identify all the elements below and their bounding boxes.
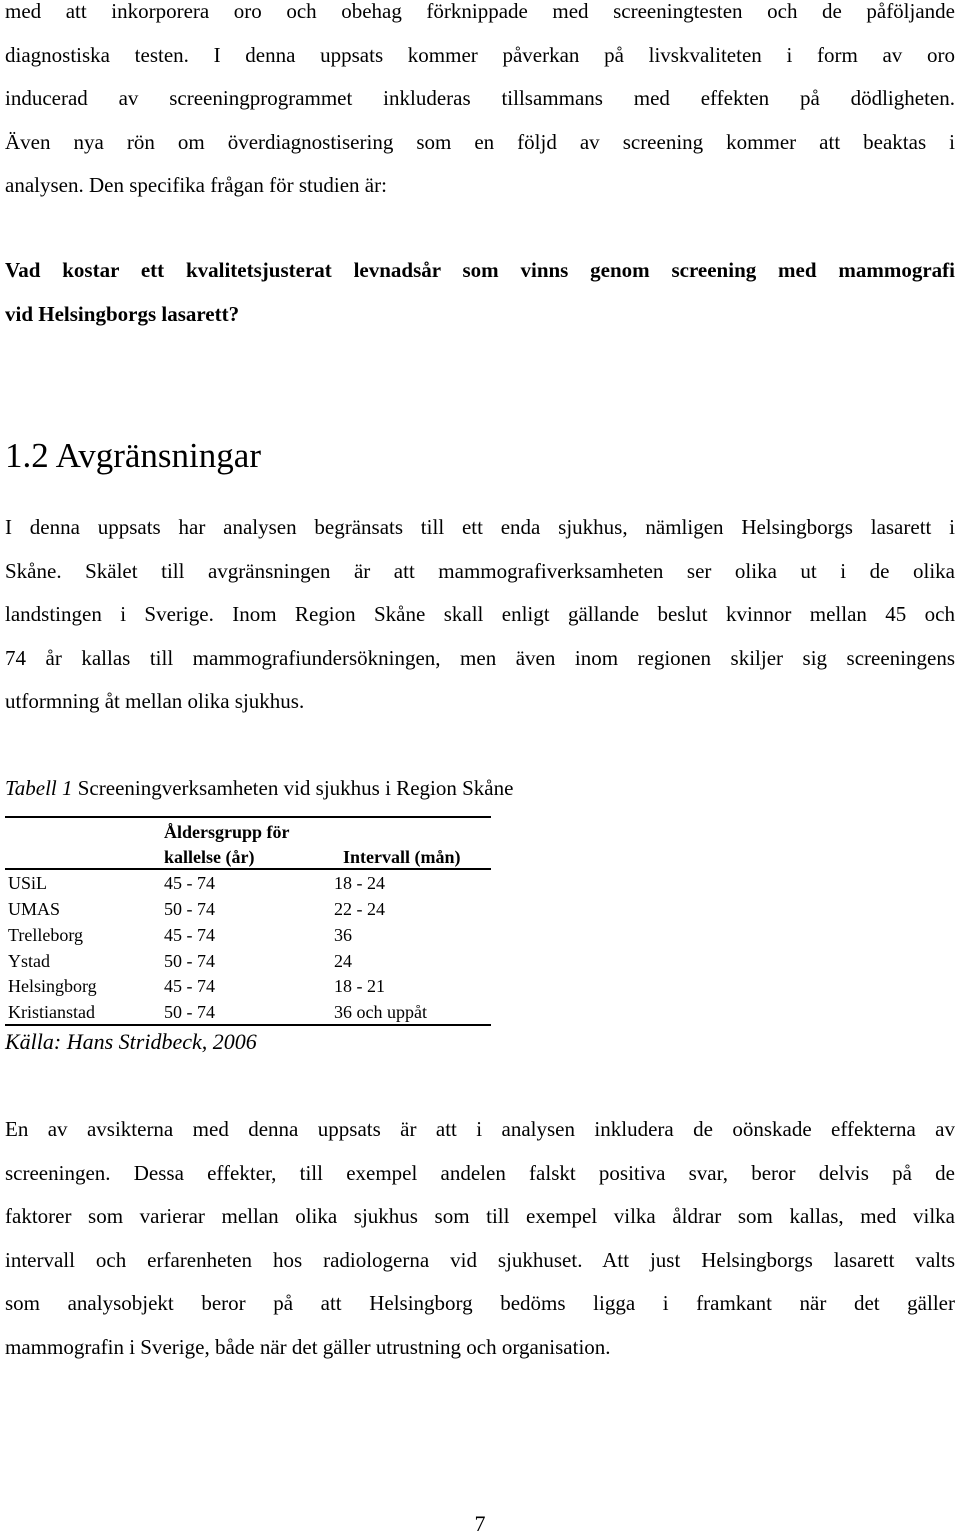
cell-age: 50 - 74 [164,899,215,919]
cell-hospital: Helsingborg [8,976,97,996]
table-caption-label: Tabell 1 [5,776,73,800]
cell-age: 45 - 74 [164,976,215,996]
table-rule-top [5,816,491,818]
cell-interval: 22 - 24 [334,899,385,919]
screening-table [5,816,491,1022]
question-line: vid Helsingborgs lasarett? [5,301,240,326]
cell-age: 45 - 74 [164,873,215,893]
header-interval: Intervall (mån) [343,847,461,867]
question-line: Vad kostar ett kvalitetsjusterat levnadsår som vinns genom screening med mammografi [5,258,955,282]
intro-paragraph [5,0,955,208]
cell-interval: 36 [334,925,352,945]
table-row [5,948,491,974]
intro-line: diagnostiska testen. I denna uppsats kommer påverkan på livskvaliteten i form av oro [5,42,955,67]
section-line: I denna uppsats har analysen begränsats till ett enda sjukhus, nämligen Helsingborgs lasarett i [5,515,955,539]
table-rule-bottom [5,1024,491,1026]
cell-age: 45 - 74 [164,925,215,945]
closing-paragraph [5,1108,955,1369]
intro-line: analysen. Den specifika frågan för studien är: [5,173,387,197]
intro-line: med att inkorporera oro och obehag förknippade med screeningtesten och de påföljande [5,0,955,23]
cell-age: 50 - 74 [164,1002,215,1022]
table-row [5,973,491,999]
cell-hospital: Trelleborg [8,925,84,945]
cell-hospital: UMAS [8,899,61,919]
intro-line: Även nya rön om överdiagnostisering som en följd av screening kommer att beaktas i [5,129,955,154]
header-age-line2: kallelse (år) [164,847,255,867]
section-line: utformning åt mellan olika sjukhus. [5,689,305,713]
table-row [5,896,491,922]
closing-line: som analysobjekt beror på att Helsingborg bedöms ligga i framkant när det gäller [5,1291,955,1315]
cell-hospital: USiL [8,873,48,893]
table-caption [5,770,513,806]
cell-age: 50 - 74 [164,951,215,971]
table-row [5,870,491,896]
cell-interval: 18 - 24 [334,873,385,893]
table-row [5,999,491,1025]
research-question [5,249,955,336]
cell-hospital: Ystad [8,951,50,971]
cell-hospital: Kristianstad [8,1002,95,1022]
closing-line: intervall och erfarenheten hos radiologerna vid sjukhuset. Att just Helsingborgs lasarett valts [5,1247,955,1272]
section-line: landstingen i Sverige. Inom Region Skåne skall enligt gällande beslut kvinnor mellan 45 och [5,602,955,626]
section-line: 74 år kallas till mammografiundersökningen, men även inom regionen skiljer sig screeningens [5,645,955,670]
closing-line: faktorer som varierar mellan olika sjukhus som till exempel vilka åldrar som kallas, med vilka [5,1204,955,1228]
header-age-line1: Åldersgrupp för [164,822,290,842]
page-number: 7 [474,1511,486,1536]
table-row [5,922,491,948]
section-paragraph [5,506,955,724]
cell-interval: 36 och uppåt [334,1002,427,1022]
intro-line: inducerad av screeningprogrammet inkluderas tillsammans med effekten på dödligheten. [5,86,955,110]
cell-interval: 18 - 21 [334,976,385,996]
cell-interval: 24 [334,951,352,971]
closing-line: screeningen. Dessa effekter, till exempel andelen falskt positiva svar, beror delvis på de [5,1160,955,1185]
closing-line: mammografin i Sverige, både när det gäller utrustning och organisation. [5,1334,611,1359]
closing-line: En av avsikterna med denna uppsats är att i analysen inkludera de oönskade effekterna av [5,1117,955,1141]
table-source: Källa: Hans Stridbeck, 2006 [5,1029,257,1054]
section-line: Skåne. Skälet till avgränsningen är att mammografiverksamheten ser olika ut i de olika [5,558,955,583]
section-heading: 1.2 Avgränsningar [5,436,261,475]
table-caption-text: Screeningverksamheten vid sjukhus i Region Skåne [72,776,514,800]
